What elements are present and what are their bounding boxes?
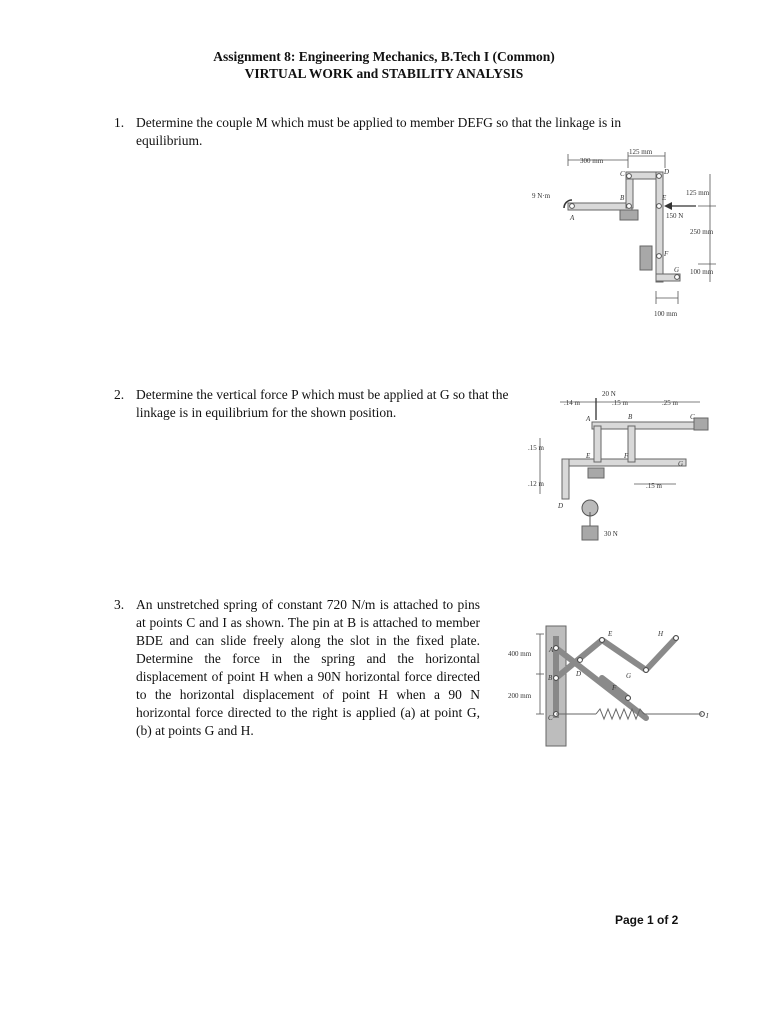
assignment-title: Assignment 8: Engineering Mechanics, B.Tech I (Common) (213, 49, 555, 64)
point-label: D (576, 670, 582, 678)
dim-label: .14 m (564, 399, 580, 407)
moment-label: 9 N·m (532, 192, 551, 200)
point-label: F (612, 684, 617, 692)
point-label: B (548, 674, 553, 682)
point-label: G (626, 672, 632, 680)
member-ab (568, 203, 632, 210)
dim-label: 250 mm (690, 228, 714, 236)
point-label: B (628, 413, 633, 421)
dim-label: .12 m (528, 480, 544, 488)
point-label: F (624, 452, 629, 460)
question-number: 1. (114, 115, 125, 130)
dim-label: .15 m (646, 482, 662, 490)
dim-label: 400 mm (508, 650, 532, 658)
question-number: 3. (114, 597, 125, 612)
support-c (694, 418, 708, 430)
figure-q2-linkage (520, 386, 720, 548)
support-b (620, 210, 638, 220)
point-label: C (690, 413, 695, 421)
question-text: Determine the vertical force P which must be applied at G so that the linkage is in equilibrium for the shown position. (136, 387, 509, 420)
dim-label: 200 mm (508, 692, 532, 700)
point-label: E (586, 452, 591, 460)
member-ae (594, 426, 601, 462)
member-bf (628, 426, 635, 462)
assignment-subtitle: VIRTUAL WORK and STABILITY ANALYSIS (244, 66, 524, 81)
member-ac (592, 422, 702, 429)
dim-label: 125 mm (629, 148, 653, 156)
member-defg (656, 172, 663, 282)
force-label: 20 N (602, 390, 616, 398)
member-link (602, 640, 646, 670)
force-label: 150 N (666, 212, 684, 220)
dim-label: .15 m (528, 444, 544, 452)
question-text: An unstretched spring of constant 720 N/m is attached to pins at points C and I as shown. The pin at B is attached to member BDE and can slide freely along the slot in the fixed plate. Determine the force in the spring and the horizontal displacement of point H when a 90N horizontal force directed to the horizontal displacement of point H when a 90 N horizontal force directed to the right is applied (a) at point G, (b) at points G and H. (136, 597, 480, 738)
point-label: A (549, 646, 554, 654)
figure-q1-linkage (528, 146, 728, 326)
page-number: Page 1 of 2 (615, 913, 679, 927)
dim-label: .25 m (662, 399, 678, 407)
dim-label: 100 mm (654, 310, 678, 318)
point-label: E (662, 194, 667, 202)
point-label: D (558, 502, 564, 510)
dim-label: .15 m (612, 399, 628, 407)
member-link (646, 638, 676, 670)
point-label: G (674, 266, 680, 274)
question-2 (114, 386, 514, 426)
point-label: C (620, 170, 625, 178)
dim-label: 300 mm (580, 157, 604, 165)
point-label: A (586, 415, 591, 423)
support-e (588, 468, 604, 478)
point-label: E (608, 630, 613, 638)
point-label: A (570, 214, 575, 222)
member-d (562, 459, 569, 499)
question-number: 2. (114, 387, 125, 402)
point-label: D (664, 168, 670, 176)
point-label: G (678, 460, 684, 468)
question-3 (114, 596, 480, 746)
weight-label: 30 N (604, 530, 618, 538)
point-label: I (706, 712, 709, 720)
point-label: C (548, 714, 553, 722)
figure-q3-linkage (506, 620, 716, 750)
point-label: F (664, 250, 669, 258)
dim-label: 125 mm (686, 189, 710, 197)
point-label: H (658, 630, 664, 638)
weight-block (582, 526, 598, 540)
point-label: B (620, 194, 625, 202)
support-f (640, 246, 652, 270)
member-dg (562, 459, 686, 466)
question-text: Determine the couple M which must be applied to member DEFG so that the linkage is in equilibrium. (136, 115, 622, 148)
dim-label: 100 mm (690, 268, 714, 276)
